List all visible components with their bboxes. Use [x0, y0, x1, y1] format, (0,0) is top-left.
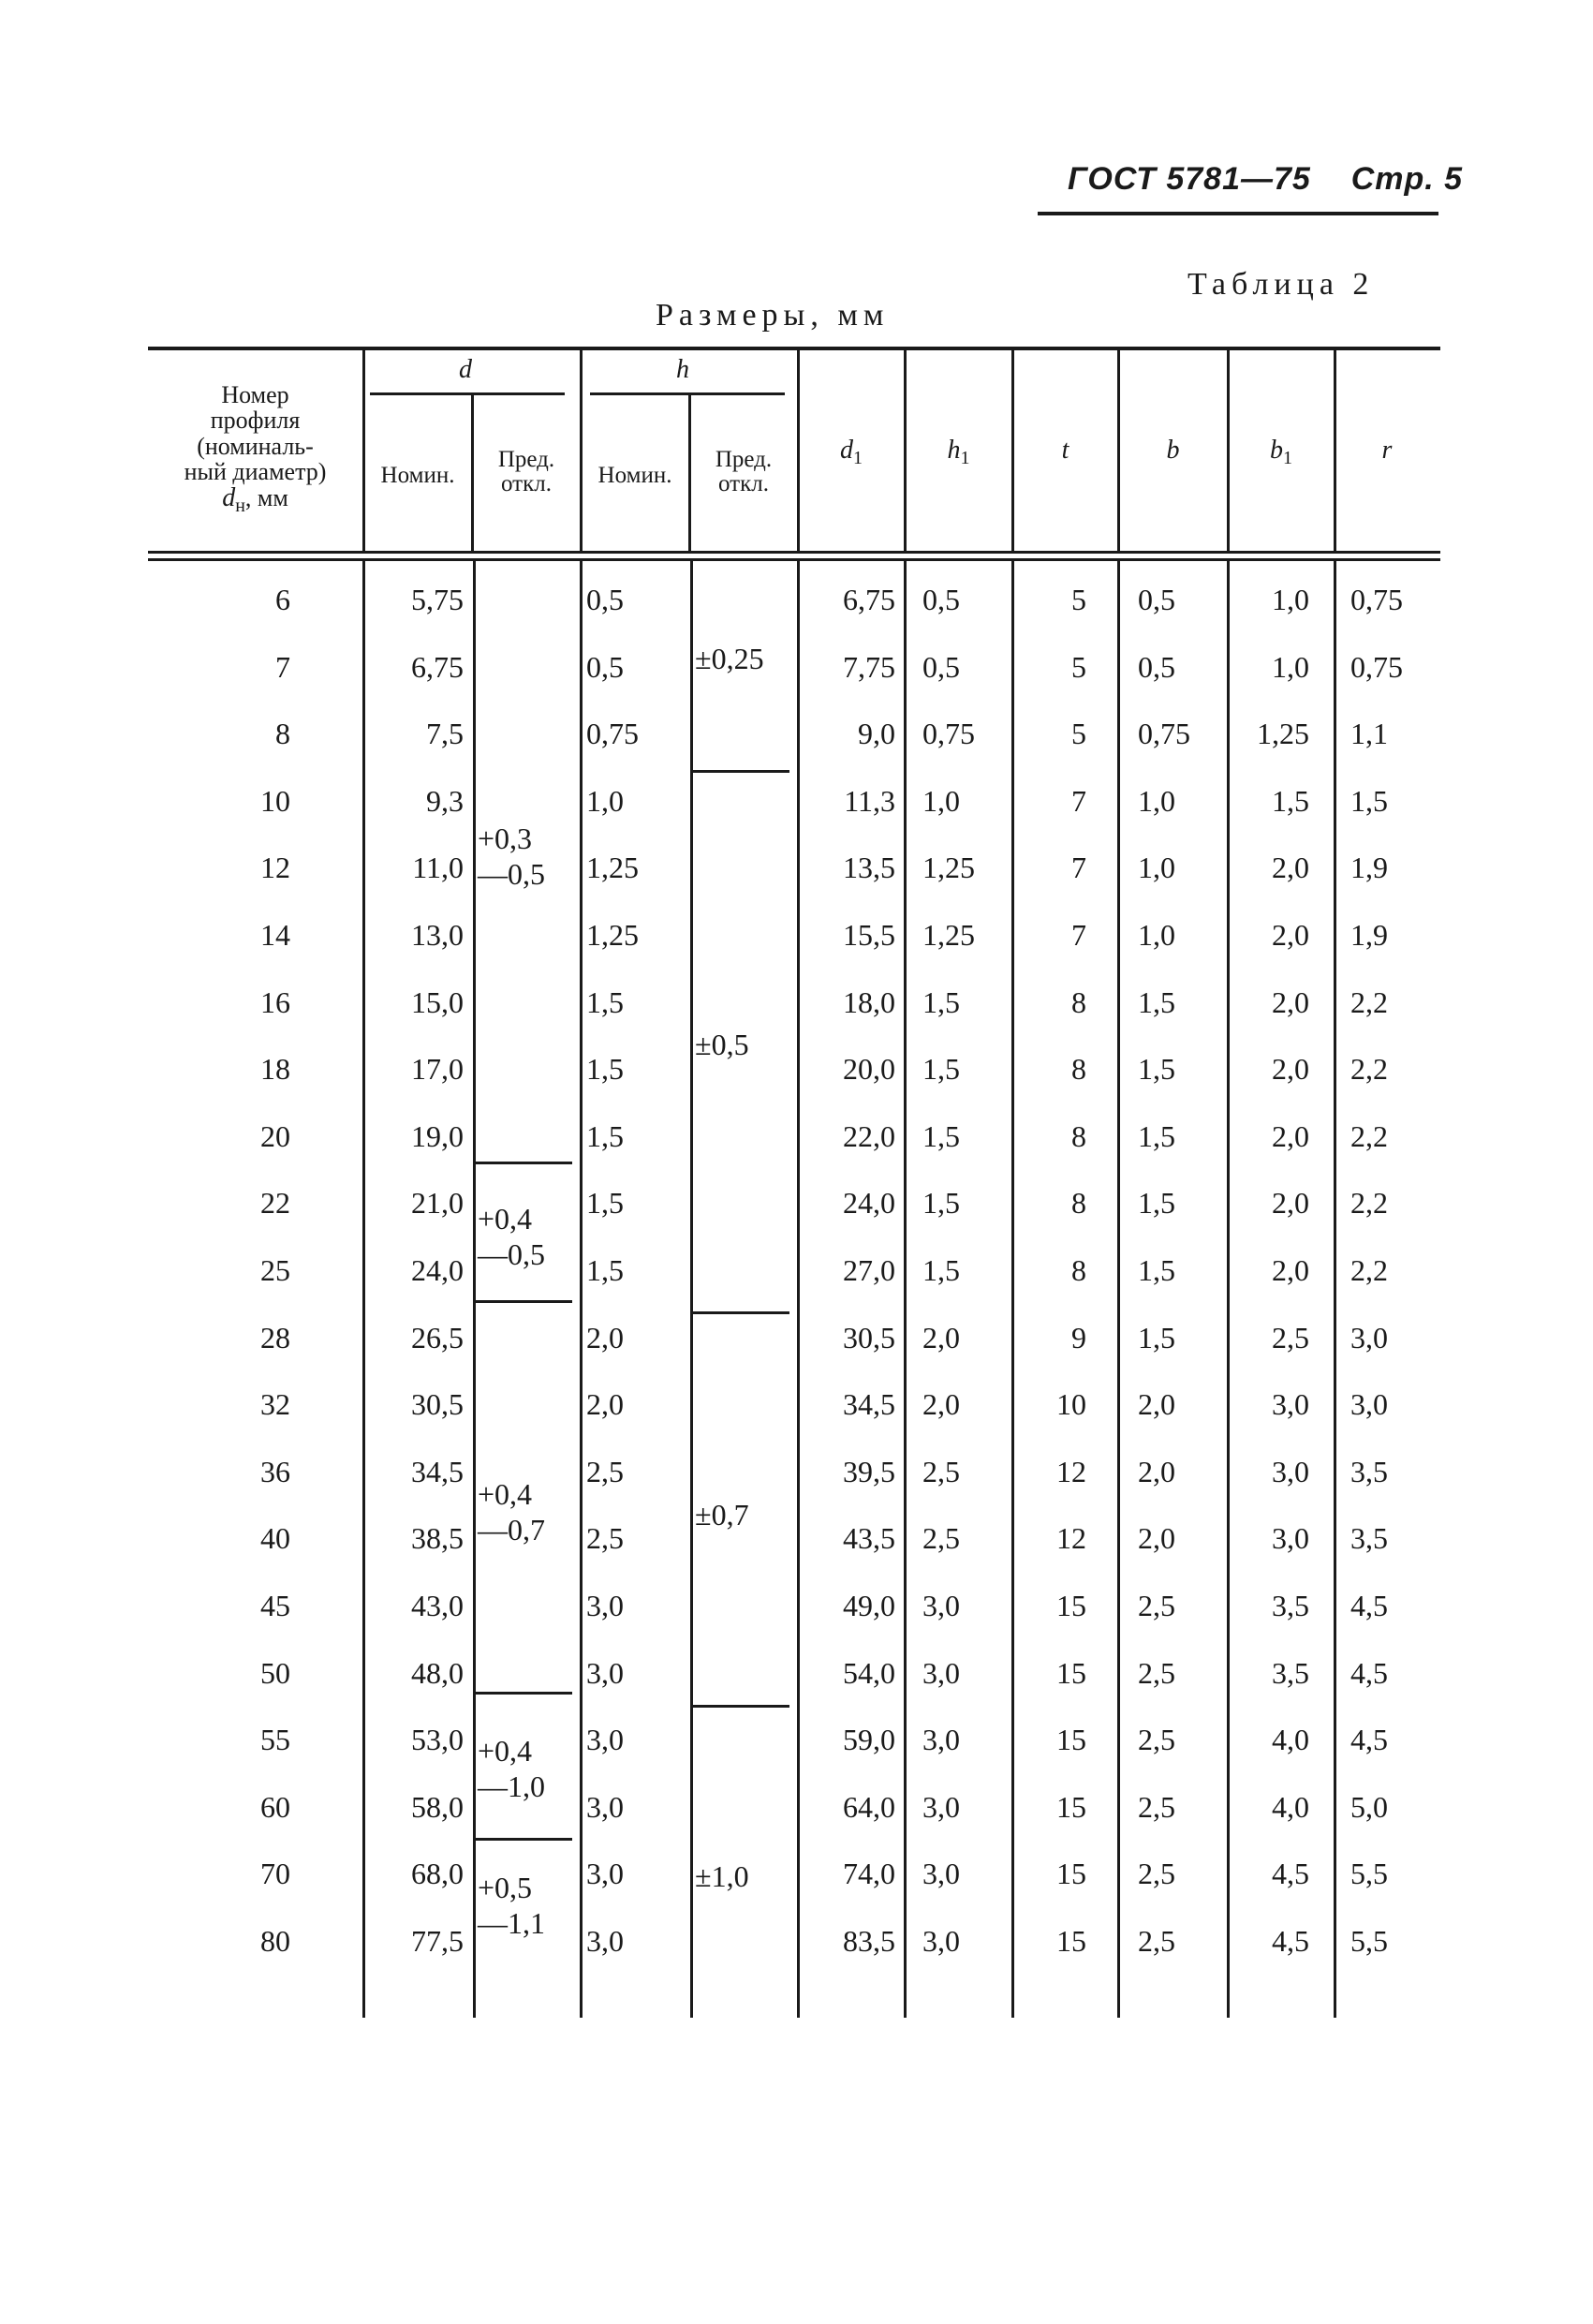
- table-row: [0, 905, 1593, 972]
- h1-cell: 0,5: [922, 583, 960, 616]
- t-cell: 15: [1056, 1723, 1086, 1757]
- profile-number-cell: 22: [260, 1186, 290, 1221]
- page-number: Стр. 5: [1350, 161, 1464, 197]
- table-row: [0, 570, 1593, 637]
- table-row: [0, 1308, 1593, 1375]
- t-header: t: [1061, 436, 1069, 465]
- d-nominal-cell: 13,0: [411, 918, 464, 952]
- b1-cell: 2,0: [1272, 851, 1309, 885]
- r-cell: 5,5: [1350, 1924, 1388, 1958]
- t-cell: 8: [1071, 1186, 1086, 1221]
- r-cell: 1,1: [1350, 717, 1388, 751]
- r-cell: 1,5: [1350, 783, 1388, 818]
- r-cell: 5,5: [1350, 1857, 1388, 1891]
- b1-cell: 2,0: [1272, 984, 1309, 1019]
- h1-cell: 1,5: [922, 984, 960, 1019]
- h-nominal-cell: 1,5: [586, 1253, 624, 1287]
- d1-cell: 20,0: [843, 1052, 895, 1087]
- t-cell: 8: [1071, 1118, 1086, 1153]
- h-nominal-cell: 0,5: [586, 583, 624, 616]
- profile-number-cell: 16: [260, 984, 290, 1019]
- h-nominal-cell: 2,5: [586, 1521, 624, 1556]
- table-row: [0, 1240, 1593, 1308]
- profile-number-cell: 40: [260, 1521, 290, 1556]
- r-cell: 3,0: [1350, 1387, 1388, 1422]
- b-cell: 2,0: [1138, 1387, 1175, 1422]
- table-label: Таблица 2: [1187, 267, 1375, 302]
- tolerance-separator: [692, 1705, 789, 1708]
- b1-sub: 1: [1283, 448, 1292, 468]
- b1-cell: 2,0: [1272, 1253, 1309, 1287]
- h-nominal-cell: 3,0: [586, 1924, 624, 1958]
- b1-cell: 2,5: [1272, 1320, 1309, 1354]
- header-line: Пред.: [497, 447, 555, 472]
- b1-cell: 3,5: [1272, 1655, 1309, 1690]
- profile-number-cell: 55: [260, 1723, 290, 1757]
- d-nominal-cell: 9,3: [426, 783, 464, 818]
- t-cell: 8: [1071, 1253, 1086, 1287]
- r-header: r: [1381, 436, 1393, 465]
- t-cell: 15: [1056, 1924, 1086, 1958]
- d1-cell: 22,0: [843, 1118, 895, 1153]
- h1-cell: 1,25: [922, 851, 975, 885]
- r-cell: 4,5: [1350, 1655, 1388, 1690]
- d-tolerance-group: [478, 1201, 545, 1272]
- table-row: [0, 1843, 1593, 1911]
- d-nominal-cell: 30,5: [411, 1387, 464, 1422]
- h1-cell: 3,0: [922, 1655, 960, 1690]
- h1-cell: 2,5: [922, 1521, 960, 1556]
- h1-cell: 3,0: [922, 1924, 960, 1958]
- r-cell: 4,5: [1350, 1589, 1388, 1622]
- t-cell: 15: [1056, 1589, 1086, 1622]
- b1-cell: 4,5: [1272, 1857, 1309, 1891]
- table-row: [0, 1173, 1593, 1240]
- h1-symbol: h: [947, 436, 961, 465]
- t-cell: 7: [1071, 918, 1086, 952]
- d-nominal-cell: 7,5: [426, 717, 464, 751]
- tolerance-plus: +0,4: [478, 1734, 533, 1768]
- header-divider: [362, 350, 365, 551]
- b1-cell: 3,0: [1272, 1387, 1309, 1422]
- d-nominal-cell: 68,0: [411, 1857, 464, 1891]
- d-nominal-cell: 53,0: [411, 1723, 464, 1757]
- t-cell: 10: [1056, 1387, 1086, 1422]
- h1-header: [906, 437, 1011, 468]
- profile-number-cell: 80: [260, 1924, 290, 1958]
- b-cell: 1,5: [1138, 1186, 1175, 1221]
- tolerance-plus: +0,4: [478, 1477, 533, 1511]
- t-cell: 5: [1071, 583, 1086, 616]
- b1-cell: 2,0: [1272, 1052, 1309, 1087]
- h1-cell: 2,0: [922, 1387, 960, 1422]
- tolerance-minus: —0,5: [478, 857, 545, 891]
- profile-number-cell: 10: [260, 783, 290, 818]
- units-caption: Размеры, мм: [656, 298, 890, 333]
- table-row: [0, 1039, 1593, 1106]
- b1-cell: 4,5: [1272, 1924, 1309, 1958]
- tolerance-separator: [475, 1162, 572, 1164]
- tolerance-separator: [475, 1300, 572, 1303]
- header-rule: [1038, 212, 1438, 215]
- group-rule-h: [590, 392, 785, 395]
- table-row: [0, 837, 1593, 905]
- d-nominal-cell: 21,0: [411, 1186, 464, 1221]
- d1-cell: 11,3: [844, 783, 895, 818]
- tolerance-minus: —1,0: [478, 1769, 545, 1803]
- h-nominal-cell: 3,0: [586, 1589, 624, 1622]
- r-cell: 2,2: [1350, 984, 1388, 1019]
- d-nominal-cell: 11,0: [412, 851, 464, 885]
- tolerance-separator: [475, 1692, 572, 1695]
- profile-number-cell: 8: [275, 717, 290, 751]
- table-row: [0, 771, 1593, 838]
- d1-cell: 74,0: [843, 1857, 895, 1891]
- profile-number-cell: 12: [260, 851, 290, 885]
- h-nominal-cell: 1,25: [586, 851, 639, 885]
- d-nominal-cell: 15,0: [411, 984, 464, 1019]
- t-cell: 8: [1071, 984, 1086, 1019]
- d-nominal-cell: 77,5: [411, 1924, 464, 1958]
- h-nominal-cell: 2,5: [586, 1454, 624, 1488]
- profile-number-header: [155, 382, 356, 516]
- d-group-header: d: [459, 355, 472, 384]
- t-cell: 15: [1056, 1857, 1086, 1891]
- b1-cell: 2,0: [1272, 1118, 1309, 1153]
- h-nominal-cell: 1,25: [586, 918, 639, 952]
- profile-number-cell: 36: [260, 1454, 290, 1488]
- h-tolerance-group: ±0,7: [695, 1498, 749, 1532]
- d1-cell: 49,0: [843, 1589, 895, 1622]
- d-nominal-cell: 34,5: [411, 1454, 464, 1488]
- table-row: [0, 637, 1593, 704]
- d1-cell: 59,0: [843, 1723, 895, 1757]
- profile-unit: , мм: [244, 484, 288, 512]
- h-nominal-cell: 3,0: [586, 1857, 624, 1891]
- table-row: [0, 1442, 1593, 1509]
- h-nominal-cell: 3,0: [586, 1655, 624, 1690]
- b-cell: 0,5: [1138, 649, 1175, 684]
- b-cell: 0,75: [1138, 717, 1190, 751]
- header-line: профиля: [210, 407, 301, 435]
- t-cell: 5: [1071, 649, 1086, 684]
- table-row: [0, 972, 1593, 1040]
- header-line: ный диаметр): [184, 457, 327, 485]
- t-cell: 9: [1071, 1320, 1086, 1354]
- r-cell: 5,0: [1350, 1789, 1388, 1824]
- d1-cell: 83,5: [843, 1924, 895, 1958]
- h-tolerance-header: [690, 448, 797, 497]
- h1-cell: 1,5: [922, 1118, 960, 1153]
- h-nominal-cell: 2,0: [586, 1387, 624, 1422]
- b1-symbol: b: [1270, 436, 1283, 465]
- d-nominal-cell: 58,0: [411, 1789, 464, 1824]
- d1-cell: 15,5: [843, 918, 895, 952]
- d-nominal-cell: 17,0: [411, 1052, 464, 1087]
- table-row: [0, 1576, 1593, 1643]
- b1-cell: 2,0: [1272, 1186, 1309, 1221]
- d1-cell: 7,75: [843, 649, 895, 684]
- t-cell: 5: [1071, 717, 1086, 751]
- r-cell: 1,9: [1350, 851, 1388, 885]
- t-cell: 12: [1056, 1521, 1086, 1556]
- h-nominal-cell: 3,0: [586, 1723, 624, 1757]
- h-tolerance-group: ±1,0: [695, 1859, 749, 1893]
- b-cell: 0,5: [1138, 583, 1175, 616]
- r-cell: 2,2: [1350, 1118, 1388, 1153]
- r-cell: 2,2: [1350, 1186, 1388, 1221]
- b1-cell: 1,0: [1272, 649, 1309, 684]
- h1-cell: 3,0: [922, 1723, 960, 1757]
- d-tolerance-group: [478, 1870, 545, 1941]
- d-nominal-cell: 5,75: [411, 583, 464, 616]
- d1-cell: 34,5: [843, 1387, 895, 1422]
- t-cell: 15: [1056, 1789, 1086, 1824]
- b1-cell: 3,0: [1272, 1454, 1309, 1488]
- r-cell: 1,9: [1350, 918, 1388, 952]
- d-nominal-cell: 19,0: [411, 1118, 464, 1153]
- h-nominal-cell: 0,75: [586, 717, 639, 751]
- profile-number-cell: 28: [260, 1320, 290, 1354]
- t-cell: 7: [1071, 783, 1086, 818]
- profile-number-cell: 25: [260, 1253, 290, 1287]
- table-row: [0, 703, 1593, 771]
- b-cell: 1,5: [1138, 1118, 1175, 1153]
- b-cell: 2,5: [1138, 1924, 1175, 1958]
- r-cell: 0,75: [1350, 649, 1403, 684]
- page-header: [1068, 161, 1463, 198]
- h1-cell: 2,5: [922, 1454, 960, 1488]
- profile-number-cell: 18: [260, 1052, 290, 1087]
- h-nominal-cell: 1,0: [586, 783, 624, 818]
- d1-sub: 1: [853, 448, 863, 468]
- r-cell: 2,2: [1350, 1052, 1388, 1087]
- d1-header: [799, 437, 904, 468]
- b-cell: 2,5: [1138, 1723, 1175, 1757]
- profile-number-cell: 20: [260, 1118, 290, 1153]
- header-divider: [580, 350, 583, 551]
- b-cell: 1,5: [1138, 1052, 1175, 1087]
- b1-cell: 1,0: [1272, 583, 1309, 616]
- table-row: [0, 1911, 1593, 1978]
- h1-cell: 0,75: [922, 717, 975, 751]
- h-tolerance-group: ±0,25: [695, 642, 764, 675]
- h-nominal-cell: 1,5: [586, 984, 624, 1019]
- t-cell: 7: [1071, 851, 1086, 885]
- h1-cell: 1,5: [922, 1253, 960, 1287]
- d-tolerance-group: [478, 821, 545, 892]
- table-row: [0, 1106, 1593, 1174]
- b-cell: 1,0: [1138, 783, 1175, 818]
- d1-cell: 64,0: [843, 1789, 895, 1824]
- h1-cell: 1,25: [922, 918, 975, 952]
- b1-header: [1229, 437, 1334, 468]
- header-line: откл.: [718, 471, 769, 497]
- h1-cell: 3,0: [922, 1589, 960, 1622]
- group-rule-d: [370, 392, 565, 395]
- h-nominal-cell: 1,5: [586, 1186, 624, 1221]
- d1-cell: 6,75: [843, 583, 895, 616]
- b-cell: 2,5: [1138, 1857, 1175, 1891]
- r-cell: 0,75: [1350, 583, 1403, 616]
- h1-sub: 1: [960, 448, 970, 468]
- d-tolerance-group: [478, 1733, 545, 1804]
- header-line: Пред.: [715, 447, 773, 472]
- table-row: [0, 1508, 1593, 1576]
- h-group-header: h: [676, 355, 689, 384]
- header-line: откл.: [501, 471, 552, 497]
- h1-cell: 1,0: [922, 783, 960, 818]
- b1-cell: 3,0: [1272, 1521, 1309, 1556]
- b1-cell: 3,5: [1272, 1589, 1309, 1622]
- d1-cell: 54,0: [843, 1655, 895, 1690]
- tolerance-minus: —0,7: [478, 1513, 545, 1547]
- h1-cell: 1,5: [922, 1052, 960, 1087]
- table-row: [0, 1777, 1593, 1844]
- d1-cell: 18,0: [843, 984, 895, 1019]
- t-cell: 12: [1056, 1454, 1086, 1488]
- tolerance-minus: —1,1: [478, 1906, 545, 1940]
- h1-cell: 3,0: [922, 1789, 960, 1824]
- profile-number-cell: 7: [275, 649, 290, 684]
- profile-number-cell: 6: [275, 583, 290, 616]
- d-nominal-cell: 43,0: [411, 1589, 464, 1622]
- d-tolerance-header: [473, 448, 580, 497]
- h-nominal-cell: 2,0: [586, 1320, 624, 1354]
- d-nominal-header: Номин.: [380, 463, 455, 488]
- tolerance-separator: [692, 770, 789, 773]
- h1-cell: 0,5: [922, 649, 960, 684]
- t-cell: 8: [1071, 1052, 1086, 1087]
- profile-number-cell: 70: [260, 1857, 290, 1891]
- b1-cell: 1,25: [1257, 717, 1309, 751]
- d1-cell: 30,5: [843, 1320, 895, 1354]
- r-cell: 2,2: [1350, 1253, 1388, 1287]
- d1-cell: 27,0: [843, 1253, 895, 1287]
- tolerance-plus: +0,3: [478, 822, 533, 855]
- r-cell: 3,5: [1350, 1454, 1388, 1488]
- profile-number-cell: 60: [260, 1789, 290, 1824]
- r-cell: 3,0: [1350, 1320, 1388, 1354]
- h1-cell: 1,5: [922, 1186, 960, 1221]
- d-nominal-cell: 38,5: [411, 1521, 464, 1556]
- h-nominal-cell: 1,5: [586, 1118, 624, 1153]
- standard-number: ГОСТ 5781—75: [1068, 161, 1311, 197]
- h-nominal-header: Номин.: [597, 463, 672, 488]
- b-cell: 1,5: [1138, 1253, 1175, 1287]
- b1-cell: 1,5: [1272, 783, 1309, 818]
- table-top-rule: [148, 347, 1440, 350]
- header-line: Номер: [221, 381, 289, 408]
- header-bottom-rule-2: [148, 558, 1440, 561]
- h-nominal-cell: 0,5: [586, 649, 624, 684]
- d1-cell: 13,5: [843, 851, 895, 885]
- b-cell: 1,0: [1138, 851, 1175, 885]
- tolerance-separator: [692, 1311, 789, 1314]
- b-cell: 2,5: [1138, 1789, 1175, 1824]
- h-tolerance-group: ±0,5: [695, 1028, 749, 1061]
- profile-number-cell: 50: [260, 1655, 290, 1690]
- table-row: [0, 1374, 1593, 1442]
- profile-symbol-sub: н: [235, 496, 245, 517]
- d1-cell: 43,5: [843, 1521, 895, 1556]
- h1-cell: 2,0: [922, 1320, 960, 1354]
- profile-symbol: d: [222, 483, 236, 513]
- tolerance-plus: +0,4: [478, 1202, 533, 1236]
- tolerance-separator: [475, 1838, 572, 1841]
- b-cell: 1,5: [1138, 984, 1175, 1019]
- b-cell: 1,5: [1138, 1320, 1175, 1354]
- d1-cell: 9,0: [858, 717, 895, 751]
- profile-number-cell: 14: [260, 918, 290, 952]
- b-cell: 2,0: [1138, 1454, 1175, 1488]
- b-cell: 2,5: [1138, 1655, 1175, 1690]
- header-bottom-rule-1: [148, 551, 1440, 554]
- b-header: b: [1166, 436, 1180, 465]
- b1-cell: 4,0: [1272, 1723, 1309, 1757]
- r-cell: 4,5: [1350, 1723, 1388, 1757]
- profile-number-cell: 32: [260, 1387, 290, 1422]
- b1-cell: 2,0: [1272, 918, 1309, 952]
- d-nominal-cell: 48,0: [411, 1655, 464, 1690]
- r-cell: 3,5: [1350, 1521, 1388, 1556]
- b-cell: 1,0: [1138, 918, 1175, 952]
- h-nominal-cell: 3,0: [586, 1789, 624, 1824]
- d-nominal-cell: 6,75: [411, 649, 464, 684]
- t-cell: 15: [1056, 1655, 1086, 1690]
- h-nominal-cell: 1,5: [586, 1052, 624, 1087]
- d1-cell: 39,5: [843, 1454, 895, 1488]
- b-cell: 2,5: [1138, 1589, 1175, 1622]
- b-cell: 2,0: [1138, 1521, 1175, 1556]
- d1-cell: 24,0: [843, 1186, 895, 1221]
- table-row: [0, 1710, 1593, 1777]
- table-row: [0, 1643, 1593, 1710]
- d-nominal-cell: 26,5: [411, 1320, 464, 1354]
- tolerance-minus: —0,5: [478, 1237, 545, 1271]
- d-nominal-cell: 24,0: [411, 1253, 464, 1287]
- d1-symbol: d: [840, 436, 853, 465]
- profile-number-cell: 45: [260, 1589, 290, 1622]
- h1-cell: 3,0: [922, 1857, 960, 1891]
- d-tolerance-group: [478, 1476, 545, 1547]
- b1-cell: 4,0: [1272, 1789, 1309, 1824]
- tolerance-plus: +0,5: [478, 1871, 533, 1904]
- header-line: (номиналь-: [197, 432, 314, 460]
